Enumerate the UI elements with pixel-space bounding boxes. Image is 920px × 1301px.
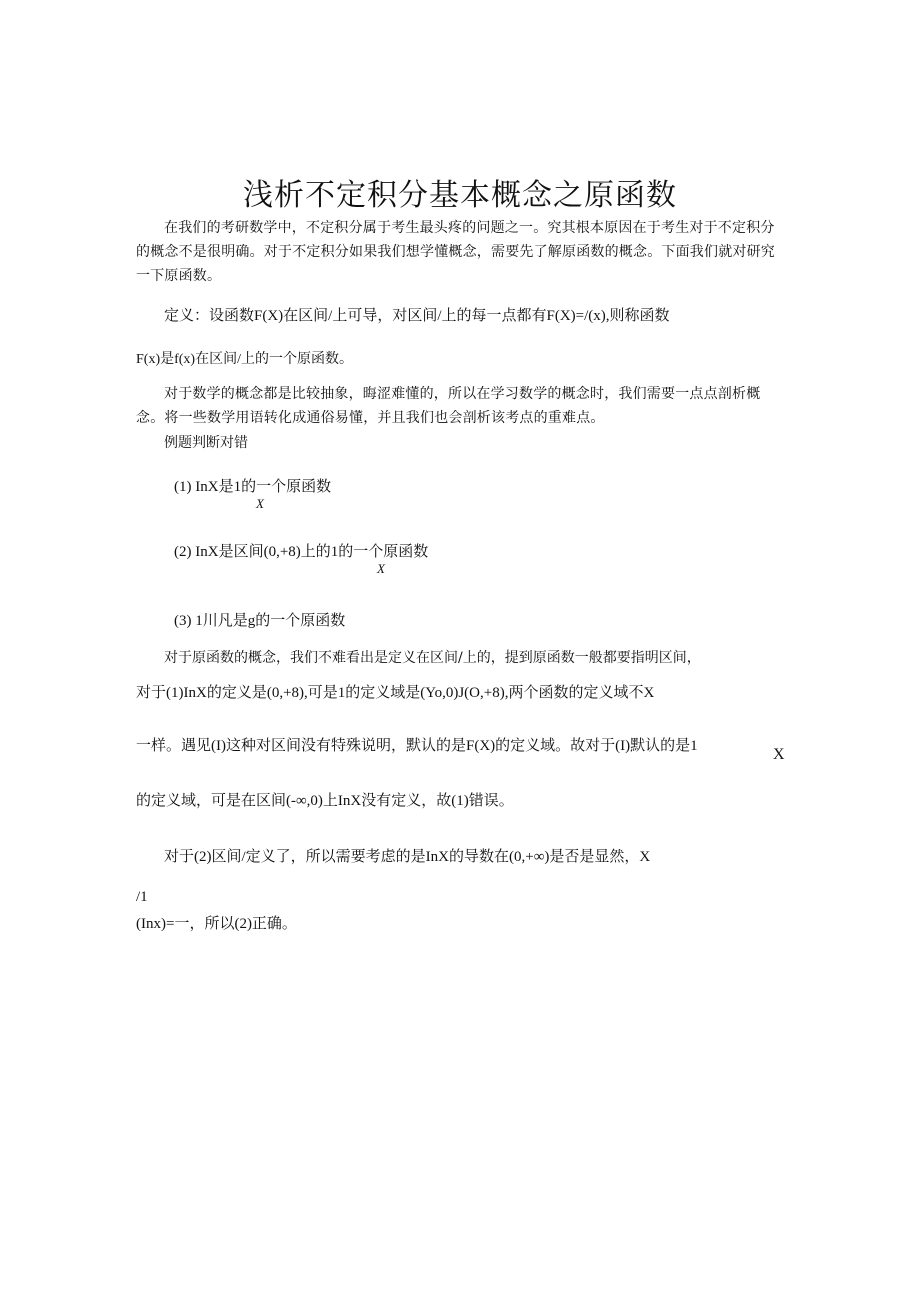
definition-line: 定义：设函数F(X)在区间/上可导，对区间/上的每一点都有F(X)=/(x),则称函数 (164, 308, 670, 324)
example-heading: 例题判断对错 (164, 435, 248, 451)
fraction-numerator: /1 (136, 889, 148, 905)
item-1-denominator: X (256, 496, 264, 511)
document-title: 浅析不定积分基本概念之原函数 (243, 178, 677, 213)
analysis-line-3-x: X (773, 746, 785, 763)
example-item-2: (2) InX是区间(0,+8)上的1的一个原函数 (174, 544, 429, 560)
analysis-line-3: 一样。遇见(I)这种对区间没有特殊说明，默认的是F(X)的定义域。故对于(I)默认的是1 (136, 738, 698, 754)
example-item-1: (1) InX是1的一个原函数 (174, 479, 332, 495)
concept-paragraph: 对于数学的概念都是比较抽象，晦涩难懂的，所以在学习数学的概念时，我们需要一点点剖析概念。将一些数学用语转化成通俗易懂，并且我们也会剖析该考点的重难点。 (136, 386, 761, 426)
analysis-line-1: 对于原函数的概念，我们不难看出是定义在区间/上的，提到原函数一般都要指明区间， (164, 650, 701, 666)
definition-tail: F(x)是f(x)在区间/上的一个原函数。 (136, 352, 353, 367)
example-item-3: (3) 1川凡是g的一个原函数 (174, 613, 346, 629)
analysis2-line-1: 对于(2)区间/定义了，所以需要考虑的是InX的导数在(0,+∞)是否是显然，X (164, 849, 651, 865)
analysis-line-4: 的定义域，可是在区间(-∞,0)上InX没有定义，故(1)错误。 (136, 793, 514, 809)
analysis2-line-2: (Inx)=一，所以(2)正确。 (136, 916, 297, 932)
intro-paragraph: 在我们的考研数学中，不定积分属于考生最头疼的问题之一。究其根本原因在于考生对于不定积分的概念不是很明确。对于不定积分如果我们想学懂概念，需要先了解原函数的概念。下面我们就对研究一下原函数。 (136, 220, 775, 284)
item-2-denominator: X (377, 561, 385, 576)
analysis-line-2: 对于(1)InX的定义是(0,+8),可是1的定义域是(Yo,0)J(O,+8),两个函数的定义域不X (136, 685, 655, 701)
